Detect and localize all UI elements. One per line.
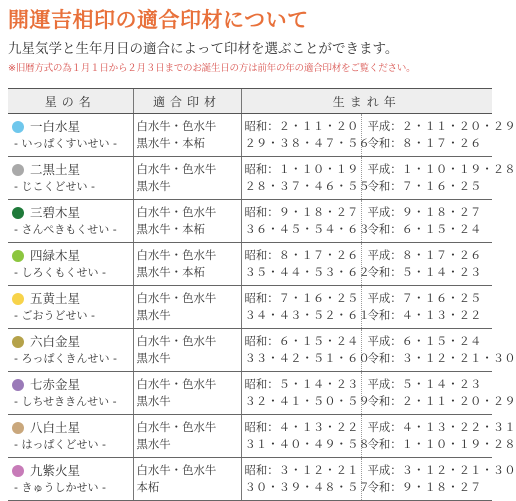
star-color-dot [12,164,24,176]
showa-years-line-2: ２９・３８・４７・５６ [244,136,370,150]
heisei-reiwa-years-cell [361,157,516,200]
heisei-years: 平成：２・１１・２０・２９ [367,119,516,133]
page-subtitle: 九星気学と生年月日の適合によって印材を選ぶことができます。 [8,41,399,57]
reiwa-years: 令和：６・１５・２４ [367,222,482,236]
material-line-2: 黒水牛・本柘 [136,265,205,279]
showa-years-line-1: 昭和：５・１４・２３ [244,377,359,391]
star-name: 九紫火星 [30,463,81,478]
material-cell [133,114,241,157]
star-material-table [8,88,516,501]
material-line-2: 黒水牛 [136,351,171,365]
star-cell [8,458,133,501]
showa-years-line-2: ２８・３７・４６・５５ [244,179,370,193]
star-name: 一白水星 [30,119,81,134]
material-cell [133,157,241,200]
heisei-reiwa-years-cell [361,286,492,329]
reiwa-years: 令和：１・１０・１９・２８ [367,437,516,451]
star-cell [8,329,133,372]
showa-years-cell [241,372,370,415]
star-name: 六白金星 [30,334,81,349]
material-line-2: 本柘 [136,480,160,494]
star-name: 三碧木星 [30,205,81,220]
star-color-dot [12,379,24,391]
material-cell [133,286,241,329]
showa-years-line-1: 昭和：７・１６・２５ [244,291,359,305]
showa-years-cell [241,114,370,157]
showa-years-line-1: 昭和：３・１２・２１ [244,463,359,477]
star-cell [8,114,133,157]
reiwa-years: 令和：２・１１・２０・２９ [367,394,516,408]
showa-years-cell [241,415,370,458]
material-line-1: 白水牛・色水牛 [136,162,217,176]
material-line-1: 白水牛・色水牛 [136,420,217,434]
material-cell [133,243,241,286]
star-reading: - じこくどせい - [14,180,95,193]
showa-years-cell [241,243,370,286]
showa-years-line-2: ３５・４４・５３・６２ [244,265,370,279]
table-row [8,243,492,286]
lunar-calendar-note: ※旧暦方式の為１月１日から２月３日までのお誕生日の方は前年の年の適合印材をご覧ください。 [8,63,416,74]
table-row [8,286,492,329]
header-birth-years: 生まれ年 [241,89,492,114]
showa-years-line-1: 昭和：４・１３・２２ [244,420,359,434]
star-name: 八白土星 [30,420,81,435]
material-cell [133,329,241,372]
showa-years-line-2: ３１・４０・４９・５８ [244,437,370,451]
material-cell [133,458,241,501]
heisei-years: 平成：７・１６・２５ [367,291,482,305]
material-cell [133,372,241,415]
heisei-reiwa-years-cell [361,458,516,501]
table-row [8,458,492,501]
star-cell [8,243,133,286]
showa-years-cell [241,200,370,243]
heisei-years: 平成：９・１８・２７ [367,205,482,219]
material-line-1: 白水牛・色水牛 [136,205,217,219]
material-line-1: 白水牛・色水牛 [136,334,217,348]
page-title: 開運吉相印の適合印材について [8,8,309,32]
showa-years-cell [241,286,370,329]
showa-years-line-2: ３４・４３・５２・６１ [244,308,370,322]
reiwa-years: 令和：３・１２・２１・３０ [367,351,516,365]
star-cell [8,286,133,329]
star-reading: - さんぺきもくせい - [14,223,117,236]
heisei-years: 平成：８・１７・２６ [367,248,482,262]
reiwa-years: 令和：９・１８・２７ [367,480,482,494]
showa-years-line-2: ３０・３９・４８・５７ [244,480,370,494]
star-reading: - しちせききんせい - [14,395,117,408]
material-line-2: 黒水牛 [136,437,171,451]
star-reading: - はっぱくどせい - [14,438,106,451]
star-reading: - いっぱくすいせい - [14,137,117,150]
heisei-reiwa-years-cell [361,243,492,286]
material-line-2: 黒水牛・本柘 [136,222,205,236]
star-cell [8,157,133,200]
showa-years-line-2: ３２・４１・５０・５９ [244,394,370,408]
showa-years-line-1: 昭和：２・１１・２０ [244,119,359,133]
star-reading: - ごおうどせい - [14,309,95,322]
showa-years-line-2: ３３・４２・５１・６０ [244,351,370,365]
star-color-dot [12,207,24,219]
star-reading: - きゅうしかせい - [14,481,106,494]
reiwa-years: 令和：５・１４・２３ [367,265,482,279]
material-cell [133,415,241,458]
showa-years-line-1: 昭和：８・１７・２６ [244,248,359,262]
star-color-dot [12,336,24,348]
star-reading: - しろくもくせい - [14,266,106,279]
reiwa-years: 令和：８・１７・２６ [367,136,482,150]
heisei-years: 平成：３・１２・２１・３０ [367,463,516,477]
table-row [8,114,492,157]
material-line-1: 白水牛・色水牛 [136,377,217,391]
star-cell [8,415,133,458]
heisei-reiwa-years-cell [361,372,516,415]
table-row [8,200,492,243]
heisei-years: 平成：１・１０・１９・２８ [367,162,516,176]
table-row [8,415,492,458]
heisei-years: 平成：６・１５・２４ [367,334,482,348]
showa-years-line-1: 昭和：９・１８・２７ [244,205,359,219]
table-row [8,157,492,200]
heisei-reiwa-years-cell [361,114,516,157]
showa-years-line-1: 昭和：１・１０・１９ [244,162,359,176]
showa-years-line-1: 昭和：６・１５・２４ [244,334,359,348]
table-row [8,329,492,372]
star-name: 五黄土星 [30,291,81,306]
table-row [8,372,492,415]
heisei-reiwa-years-cell [361,329,516,372]
heisei-years: 平成：４・１３・２２・３１ [367,420,516,434]
star-color-dot [12,465,24,477]
material-line-1: 白水牛・色水牛 [136,291,217,305]
star-name: 七赤金星 [30,377,81,392]
showa-years-cell [241,458,370,501]
material-line-2: 黒水牛 [136,308,171,322]
material-line-1: 白水牛・色水牛 [136,248,217,262]
star-name: 二黒土星 [30,162,81,177]
star-color-dot [12,250,24,262]
showa-years-line-2: ３６・４５・５４・６３ [244,222,370,236]
star-name: 四緑木星 [30,248,81,263]
showa-years-cell [241,329,370,372]
reiwa-years: 令和：４・１３・２２ [367,308,482,322]
material-line-2: 黒水牛 [136,394,171,408]
heisei-reiwa-years-cell [361,200,492,243]
header-material: 適合印材 [133,89,241,114]
table-header-row [8,89,492,114]
star-color-dot [12,293,24,305]
header-star-name: 星の名 [8,89,133,114]
star-color-dot [12,422,24,434]
material-line-1: 白水牛・色水牛 [136,119,217,133]
material-cell [133,200,241,243]
heisei-years: 平成：５・１４・２３ [367,377,482,391]
star-reading: - ろっぱくきんせい - [14,352,117,365]
material-line-2: 黒水牛 [136,179,171,193]
star-color-dot [12,121,24,133]
star-cell [8,372,133,415]
star-cell [8,200,133,243]
material-line-1: 白水牛・色水牛 [136,463,217,477]
reiwa-years: 令和：７・１６・２５ [367,179,482,193]
heisei-reiwa-years-cell [361,415,516,458]
showa-years-cell [241,157,370,200]
material-line-2: 黒水牛・本柘 [136,136,205,150]
